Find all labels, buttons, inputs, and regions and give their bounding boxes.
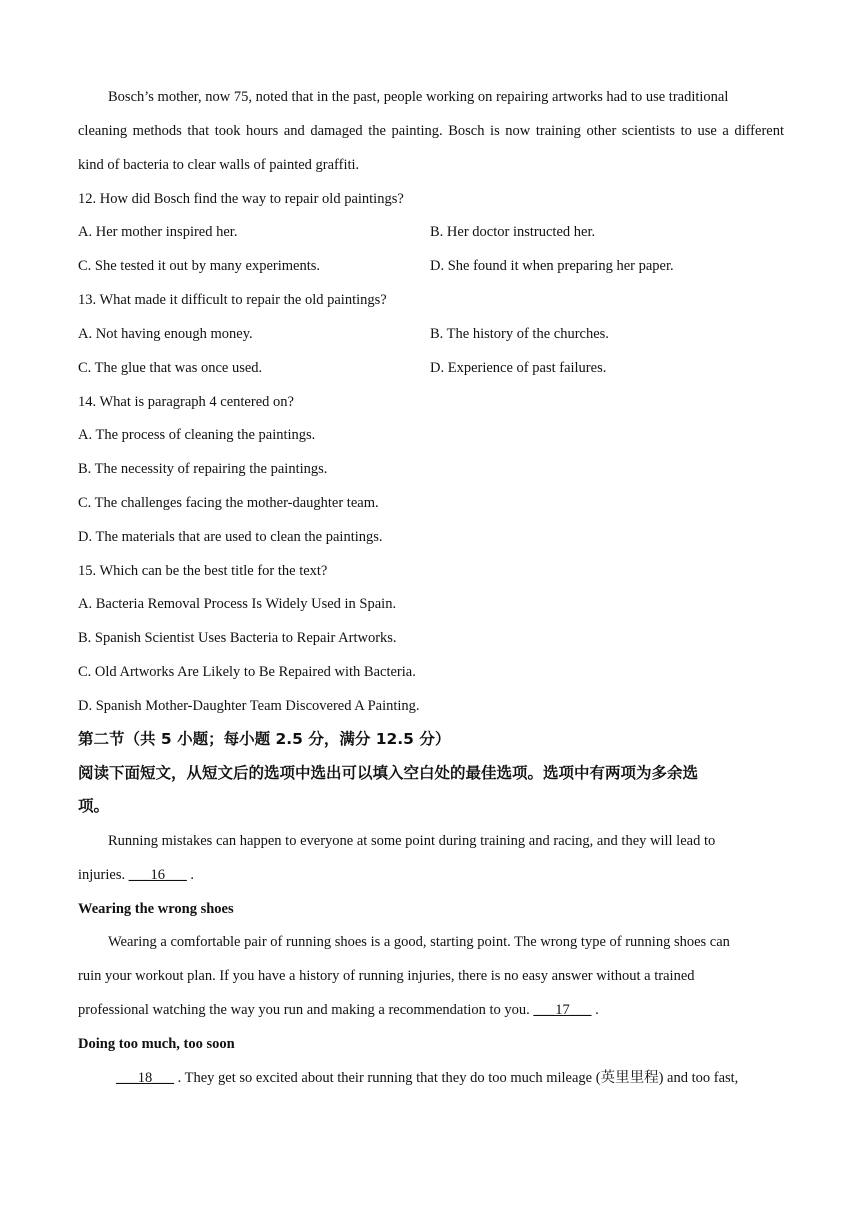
question-14-option-d: D. The materials that are used to clean the paintings. [78, 529, 383, 545]
question-13-option-b: B. The history of the churches. [430, 326, 609, 342]
passage-2-p3-text: . They get so excited about their running that they do too much mileage (英里里程) and too fast, [174, 1070, 739, 1086]
passage-2-p3-line-1 [116, 1068, 738, 1088]
subheading-wrong-shoes: Wearing the wrong shoes [78, 901, 234, 917]
passage-2-p2-text: professional watching the way you run and making a recommendation to you. [78, 1002, 534, 1018]
section-2-instruction-line-1: 阅读下面短文，从短文后的选项中选出可以填入空白处的最佳选项。选项中有两项为多余选 [78, 764, 699, 782]
section-2-heading: 第二节（共 5 小题；每小题 2.5 分，满分 12.5 分） [78, 730, 451, 748]
passage-2-p2-line-3 [78, 1000, 599, 1020]
question-12-option-a: A. Her mother inspired her. [78, 224, 238, 240]
passage-end-line-1: Bosch’s mother, now 75, noted that in the past, people working on repairing artworks had to use traditional [108, 89, 729, 105]
question-12-option-c: C. She tested it out by many experiments. [78, 258, 321, 274]
question-14-option-a: A. The process of cleaning the paintings. [78, 427, 316, 443]
question-12-stem: 12. How did Bosch find the way to repair old paintings? [78, 191, 404, 207]
section-2-instruction-line-2: 项。 [78, 797, 110, 815]
question-14-option-c: C. The challenges facing the mother-daughter team. [78, 495, 379, 511]
question-15-option-b: B. Spanish Scientist Uses Bacteria to Repair Artworks. [78, 630, 397, 646]
question-15-option-c: C. Old Artworks Are Likely to Be Repaired with Bacteria. [78, 664, 416, 680]
question-14-option-b: B. The necessity of repairing the paintings. [78, 461, 328, 477]
question-13-stem: 13. What made it difficult to repair the old paintings? [78, 292, 387, 308]
passage-2-p2-line-2: ruin your workout plan. If you have a history of running injuries, there is no easy answer without a trained [78, 968, 695, 984]
question-12-option-b: B. Her doctor instructed her. [430, 224, 596, 240]
question-12-option-d: D. She found it when preparing her paper. [430, 258, 674, 274]
subheading-too-much-too-soon: Doing too much, too soon [78, 1036, 235, 1052]
passage-2-p1-end: . [186, 867, 194, 883]
passage-2-p1-line-1: Running mistakes can happen to everyone at some point during training and racing, and they will lead to [108, 833, 716, 849]
question-14-stem: 14. What is paragraph 4 centered on? [78, 394, 294, 410]
question-13-option-a: A. Not having enough money. [78, 326, 253, 342]
question-13-option-d: D. Experience of past failures. [430, 360, 607, 376]
question-15-stem: 15. Which can be the best title for the text? [78, 563, 328, 579]
question-15-option-a: A. Bacteria Removal Process Is Widely Used in Spain. [78, 596, 397, 612]
passage-2-p1-text: injuries. [78, 867, 129, 883]
blank-16: ___16___ [128, 867, 187, 883]
passage-end-line-2: cleaning methods that took hours and damaged the painting. Bosch is now training other scientists to use a different [78, 123, 784, 139]
passage-end-line-3: kind of bacteria to clear walls of painted graffiti. [78, 157, 360, 173]
blank-18: ___18___ [116, 1070, 174, 1086]
passage-2-p2-end: . [591, 1002, 599, 1018]
passage-2-p2-line-1: Wearing a comfortable pair of running shoes is a good, starting point. The wrong type of running shoes can [108, 934, 730, 950]
question-15-option-d: D. Spanish Mother-Daughter Team Discovered A Painting. [78, 698, 420, 714]
passage-2-p1-line-2 [78, 865, 194, 885]
question-13-option-c: C. The glue that was once used. [78, 360, 263, 376]
blank-17: ___17___ [533, 1002, 592, 1018]
